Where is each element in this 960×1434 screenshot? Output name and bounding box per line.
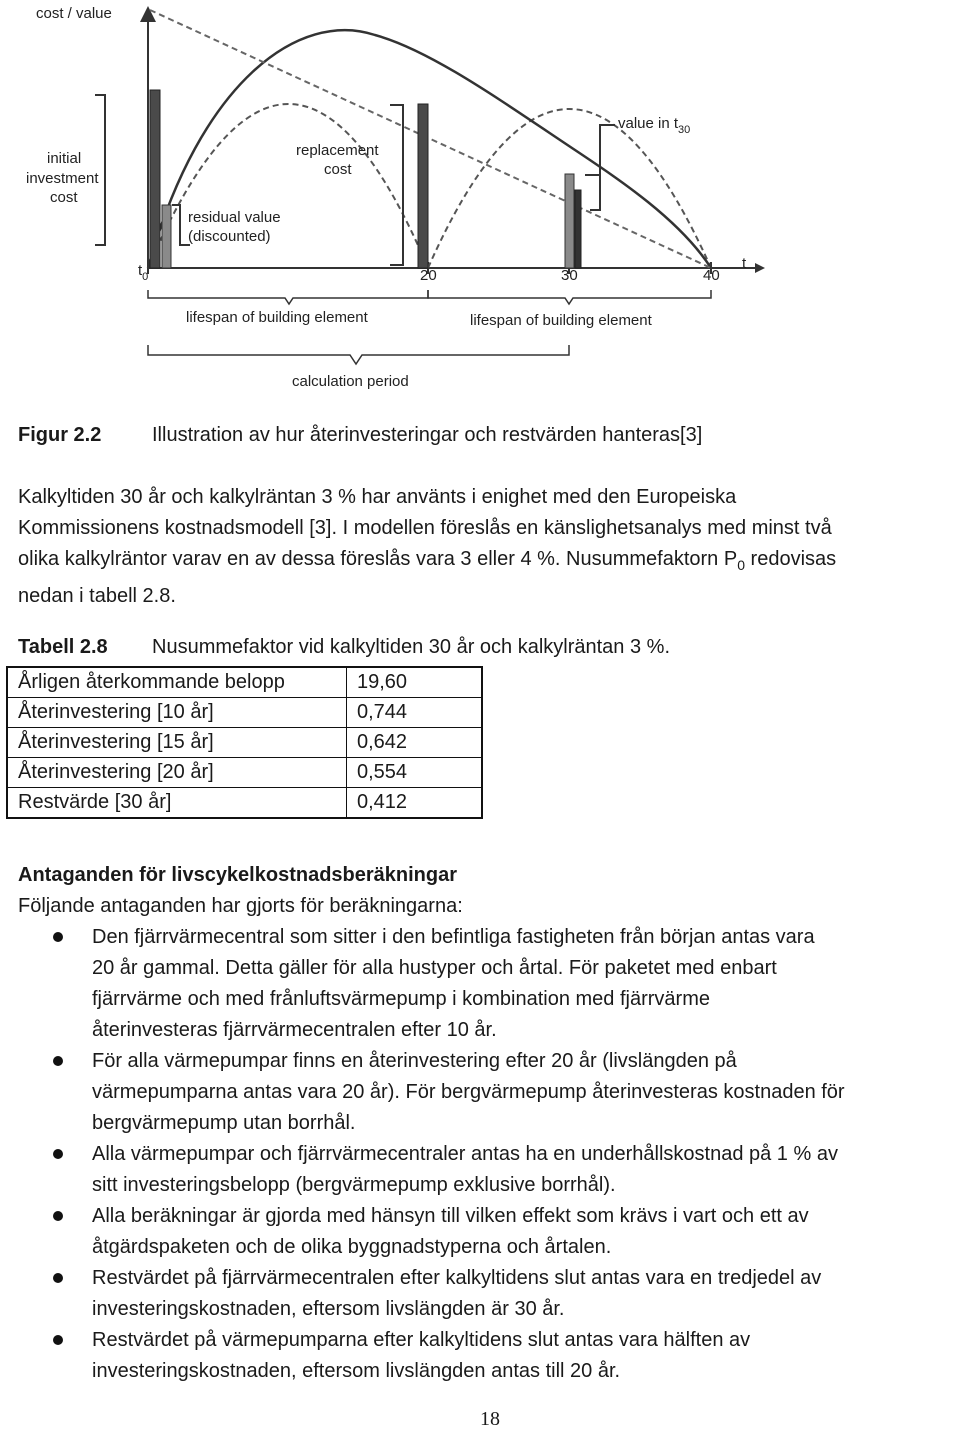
table-caption-text: Nusummefaktor vid kalkyltiden 30 år och kalkylräntan 3 %. [152, 636, 671, 658]
residual-bar-3 [575, 190, 581, 268]
table-cell-value: 0,744 [347, 698, 482, 728]
bullet-icon [53, 1056, 63, 1066]
section-intro: Följande antaganden har gjorts för beräkningarna: [18, 895, 463, 917]
list-item: För alla värmepumpar finns en återinvestering efter 20 år (livslängden på värmepumparna antas vara 20 år). För bergvärmepump återinvesteras kostnaden för bergvärmepump utan borrhål. [18, 1046, 953, 1139]
lifecycle-figure [0, 0, 960, 400]
assumptions-section [18, 860, 953, 1387]
table-cell-label: Återinvestering [20 år] [8, 758, 347, 788]
bullet-icon [53, 932, 63, 942]
bullet-icon [53, 1335, 63, 1345]
figure-caption-text: Illustration av hur återinvesteringar och restvärden hanteras[3] [152, 424, 703, 446]
bullet-icon [53, 1211, 63, 1221]
residual-bar-1 [162, 205, 171, 268]
tick-20: 20 [420, 267, 437, 284]
replacement-cost-bar [418, 104, 428, 268]
table-cell-label: Återinvestering [15 år] [8, 728, 347, 758]
replacement-label-1: replacement [296, 142, 379, 159]
t-axis-label: t [742, 255, 747, 272]
assumptions-list [18, 922, 953, 1387]
tick-40: 40 [703, 267, 720, 284]
table-cell-label: Återinvestering [10 år] [8, 698, 347, 728]
value-in-t30-label: value in $t_{30}$ [618, 115, 691, 136]
table-cell-value: 0,642 [347, 728, 482, 758]
bullet-icon [53, 1273, 63, 1283]
table-row [8, 728, 482, 758]
paragraph-line-4: nedan i tabell 2.8. [18, 585, 176, 607]
residual-bar-2 [565, 174, 574, 268]
initial-label-1: initial [47, 150, 82, 167]
page-number: 18 [480, 1408, 500, 1430]
table-row [8, 788, 482, 818]
tick-30: 30 [561, 267, 578, 284]
lifespan-label-2: lifespan of building element [470, 312, 652, 329]
calculation-period-label: calculation period [292, 373, 409, 390]
initial-cost-bar [150, 90, 160, 268]
list-item: Alla beräkningar är gjorda med hänsyn till vilken effekt som krävs i vart och ett av åtgärdspaketen och de olika byggnadstyperna och årtalen. [18, 1201, 953, 1263]
initial-label-2: investment [26, 170, 99, 187]
list-item: Restvärdet på värmepumparna efter kalkyltidens slut antas vara hälften av investeringskostnaden, eftersom livslängden antas till 20 år. [18, 1325, 953, 1387]
paragraph-line-3: olika kalkylräntor varav en av dessa föreslås vara 3 eller 4 %. Nusummefaktorn $P_0$ redovisas [18, 548, 837, 573]
table-cell-label: Restvärde [30 år] [8, 788, 347, 818]
replacement-label-2: cost [324, 161, 352, 178]
paragraph-line-1: Kalkyltiden 30 år och kalkylräntan 3 % har använts i enighet med den Europeiska [18, 486, 737, 508]
section-heading: Antaganden för livscykelkostnadsberäkningar [18, 864, 458, 886]
table-cell-value: 0,554 [347, 758, 482, 788]
tick-t0: $t_0$ [138, 262, 149, 283]
table-row [8, 758, 482, 788]
table-row [8, 698, 482, 728]
present-value-factor-table [7, 667, 482, 818]
table-cell-label: Årligen återkommande belopp [8, 668, 347, 698]
list-item: Restvärdet på fjärrvärmecentralen efter kalkyltidens slut antas vara en tredjedel av investeringskostnaden, eftersom livslängden är 30 år. [18, 1263, 953, 1325]
list-item: Alla värmepumpar och fjärrvärmecentraler antas ha en underhållskostnad på 1 % av sitt investeringsbelopp (bergvärmepump exklusive borrhål). [18, 1139, 953, 1201]
table-row [8, 668, 482, 698]
lifecycle-diagram [0, 0, 960, 400]
table-cell-value: 19,60 [347, 668, 482, 698]
bullet-icon [53, 1149, 63, 1159]
paragraph-line-2: Kommissionens kostnadsmodell [3]. I modellen föreslås en känslighetsanalys med minst två [18, 517, 832, 539]
table-number: Tabell 2.8 [18, 636, 108, 658]
initial-label-3: cost [50, 189, 78, 206]
table-cell-value: 0,412 [347, 788, 482, 818]
intro-paragraph [18, 482, 953, 612]
figure-number: Figur 2.2 [18, 424, 102, 446]
list-item: Den fjärrvärmecentral som sitter i den befintliga fastigheten från början antas vara 20 år gammal. Detta gäller för alla hustyper och årtal. För paketet med enbart fjärrvärme och med frånluftsvärmepump i kombination med fjärrvärme återinvesteras fjärrvärmecentralen efter 10 år. [18, 922, 953, 1046]
y-axis-label: cost / value [36, 5, 112, 22]
lifespan-label-1: lifespan of building element [186, 309, 368, 326]
residual-label-2: (discounted) [188, 228, 271, 245]
residual-label-1: residual value [188, 209, 281, 226]
